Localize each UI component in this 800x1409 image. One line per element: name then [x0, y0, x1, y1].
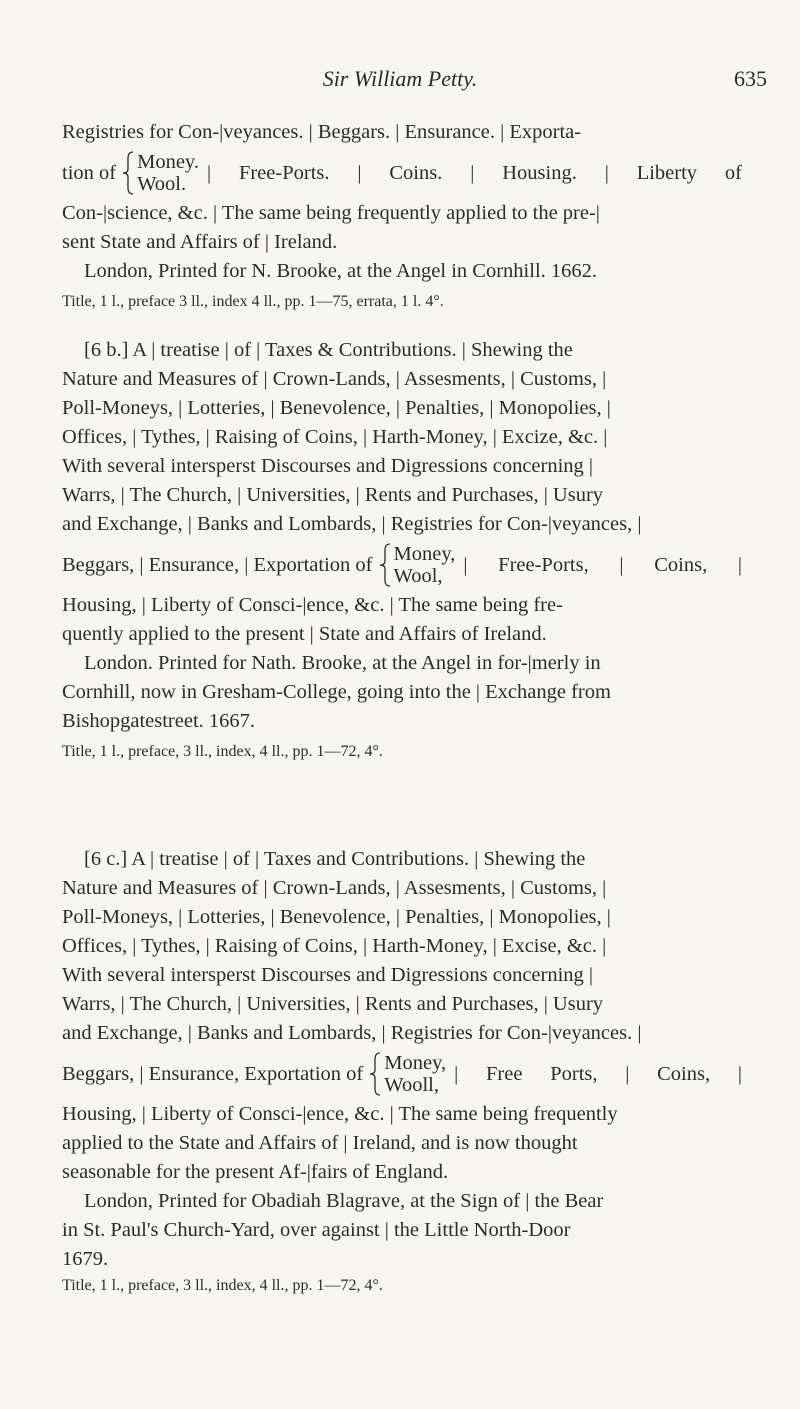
- curly-brace-icon: [369, 1051, 381, 1097]
- text-line: Con-|science, &c. | The same being frequently applied to the pre-|: [62, 202, 600, 224]
- text-line: Nature and Measures of | Crown-Lands, | Assesments, | Customs, |: [62, 368, 607, 390]
- text-line: and Exchange, | Banks and Lombards, | Registries for Con-|veyances, |: [62, 513, 642, 535]
- text-line: Nature and Measures of | Crown-Lands, | Assesments, | Customs, |: [62, 877, 607, 899]
- text-line: Cornhill, now in Gresham-College, going into the | Exchange from: [62, 681, 611, 703]
- text-line: Poll-Moneys, | Lotteries, | Benevolence, | Penalties, | Monopolies, |: [62, 397, 611, 419]
- text-line: Housing, | Liberty of Consci-|ence, &c. | The same being fre-: [62, 594, 563, 616]
- brace-bottom: Wool.: [137, 173, 187, 195]
- text-line: and Exchange, | Banks and Lombards, | Registries for Con-|veyances. |: [62, 1022, 642, 1044]
- page-number: 635: [734, 66, 767, 91]
- brace-bottom: Wooll,: [384, 1074, 439, 1096]
- text-line: Bishopgatestreet. 1667.: [62, 710, 256, 732]
- brace-line: [62, 147, 742, 199]
- text-line: Warrs, | The Church, | Universities, | Rents and Purchases, | Usury: [62, 484, 604, 506]
- text-segment: tion of: [62, 161, 117, 184]
- brace-top: Money.: [137, 151, 199, 173]
- text-line: [6 b.] A | treatise | of | Taxes & Contributions. | Shewing the: [84, 339, 573, 361]
- text-segment: | Free Ports, | Coins, |: [454, 1062, 742, 1085]
- brace-bottom: Wool,: [393, 565, 443, 587]
- text-line: seasonable for the present Af-|fairs of England.: [62, 1161, 449, 1183]
- text-segment: Beggars, | Ensurance, Exportation of: [62, 1062, 364, 1085]
- text-line: 1679.: [62, 1248, 109, 1270]
- page-header: [0, 66, 800, 102]
- brace-stack: [384, 1052, 446, 1096]
- curly-brace-icon: [379, 542, 391, 588]
- brace-line: [62, 539, 742, 591]
- text-line: applied to the State and Affairs of | Ireland, and is now thought: [62, 1132, 578, 1154]
- text-line: [6 c.] A | treatise | of | Taxes and Contributions. | Shewing the: [84, 848, 586, 870]
- brace-top: Money,: [393, 543, 456, 565]
- text-segment: | Free-Ports. | Coins. | Housing. | Liberty of: [206, 161, 742, 184]
- text-line: in St. Paul's Church-Yard, over against | the Little North-Door: [62, 1219, 571, 1241]
- text-line: quently applied to the present | State and Affairs of Ireland.: [62, 623, 547, 645]
- collation-line: Title, 1 l., preface, 3 ll., index, 4 ll., pp. 1—72, 4°.: [62, 743, 383, 760]
- brace-top: Money,: [384, 1052, 447, 1074]
- collation-line: Title, 1 l., preface, 3 ll., index, 4 ll., pp. 1—72, 4°.: [62, 1277, 383, 1294]
- brace-stack: [394, 543, 456, 587]
- curly-brace-icon: [122, 150, 134, 196]
- entry-6c: [62, 845, 742, 1298]
- text-line: Offices, | Tythes, | Raising of Coins, | Harth-Money, | Excise, &c. |: [62, 935, 607, 957]
- text-line: Warrs, | The Church, | Universities, | Rents and Purchases, | Usury: [62, 993, 604, 1015]
- entry-6b: [62, 336, 742, 764]
- text-line: Offices, | Tythes, | Raising of Coins, | Harth-Money, | Excize, &c. |: [62, 426, 608, 448]
- text-line: Registries for Con-|veyances. | Beggars. | Ensurance. | Exporta-: [62, 121, 582, 143]
- text-segment: Beggars, | Ensurance, | Exportation of: [62, 553, 373, 576]
- text-line: sent State and Affairs of | Ireland.: [62, 231, 338, 253]
- text-line: Poll-Moneys, | Lotteries, | Benevolence, | Penalties, | Monopolies, |: [62, 906, 611, 928]
- collation-line: Title, 1 l., preface 3 ll., index 4 ll., pp. 1—75, errata, 1 l. 4°.: [62, 293, 444, 310]
- imprint-line: London, Printed for N. Brooke, at the Angel in Cornhill. 1662.: [84, 260, 598, 282]
- brace-line: [62, 1048, 742, 1100]
- text-line: With several intersperst Discourses and Digressions concerning |: [62, 964, 594, 986]
- imprint-line: London, Printed for Obadiah Blagrave, at the Sign of | the Bear: [84, 1190, 604, 1212]
- imprint-line: London. Printed for Nath. Brooke, at the Angel in for-|merly in: [84, 652, 601, 674]
- running-head: Sir William Petty.: [322, 66, 478, 91]
- entry-1: [62, 118, 742, 314]
- text-line: With several intersperst Discourses and Digressions concerning |: [62, 455, 594, 477]
- text-segment: | Free-Ports, | Coins, |: [463, 553, 742, 576]
- text-line: Housing, | Liberty of Consci-|ence, &c. | The same being frequently: [62, 1103, 618, 1125]
- brace-stack: [137, 151, 199, 195]
